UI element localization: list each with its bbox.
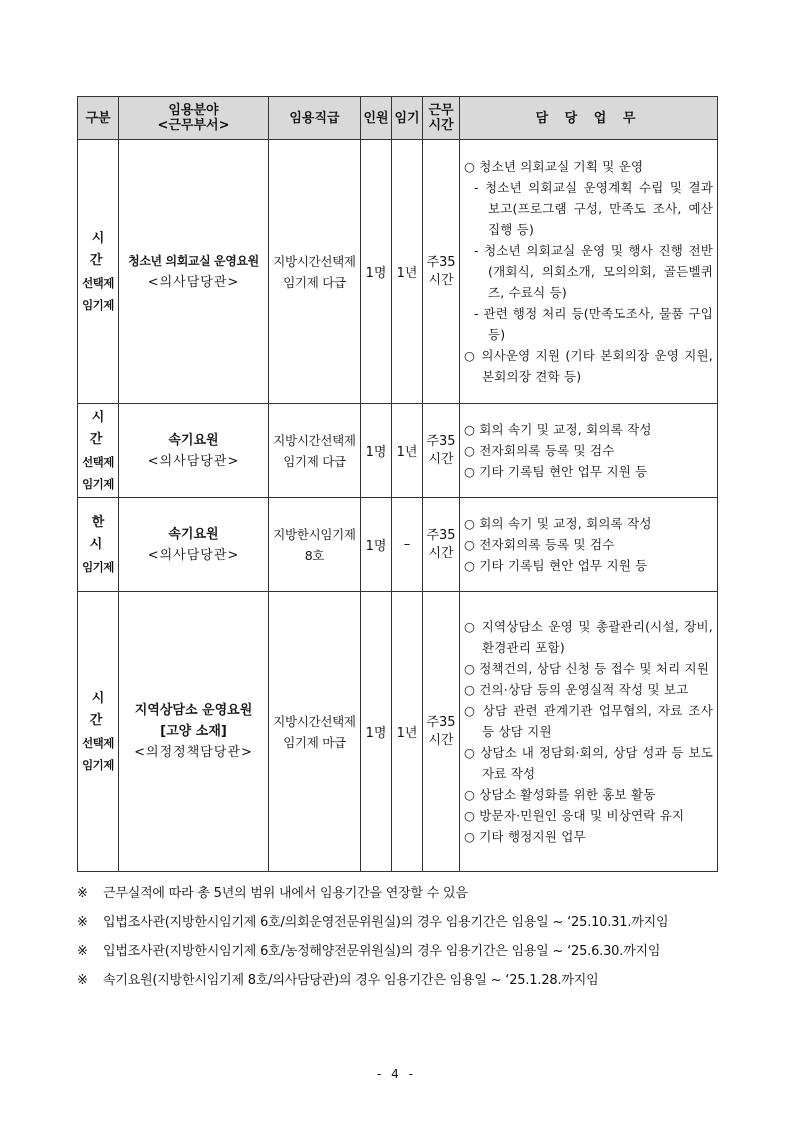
note-text: 입법조사관(지방한시임기제 6호/의회운영전문위원실)의 경우 임용기간은 임용일 ~ ‘25.10.31.까지임: [103, 915, 669, 930]
duty-item: ○ 회의 속기 및 교정, 회의록 작성: [464, 422, 652, 437]
grade-cell: [269, 404, 361, 498]
duty-item: ○ 회의 속기 및 교정, 회의록 작성: [464, 516, 652, 531]
term-cell: 1년: [392, 592, 423, 872]
grade-line1: 지방시간선택제: [273, 253, 356, 269]
duty-item: ○ 기타 기록팀 현안 업무 지원 등: [464, 464, 648, 479]
duty-item: ○ 상담소 활성화를 위한 홍보 활동: [464, 787, 656, 802]
duty-item: ○ 건의·상담 등의 운영실적 작성 및 보고: [464, 682, 689, 697]
category-line3: 임기제: [82, 476, 114, 491]
hours-line2: 시간: [428, 545, 454, 561]
grade-line2: 8호: [304, 547, 325, 563]
category-line1: 한 시: [89, 514, 109, 552]
duties-cell: [460, 140, 718, 404]
position-title: 속기요원: [168, 432, 219, 448]
grade-line2: 임기제 다급: [283, 453, 346, 469]
header-hours-line1: 근무: [428, 103, 454, 118]
term-cell: 1년: [392, 140, 423, 404]
table-row: [78, 498, 718, 592]
note-text: 근무실적에 따라 총 5년의 범위 내에서 임용기간을 연장할 수 있음: [103, 886, 468, 901]
duty-item: - 관련 행정 처리 등(만족도조사, 물품 구입 등): [474, 306, 713, 342]
header-grade: 임용직급: [269, 97, 361, 140]
category-cell: [78, 140, 119, 404]
position-location: [고양 소재]: [160, 724, 227, 739]
hours-line1: 주35: [426, 714, 456, 730]
grade-cell: [269, 498, 361, 592]
count-cell: 1명: [361, 404, 392, 498]
hours-cell: [423, 140, 460, 404]
grade-cell: [269, 592, 361, 872]
note-item: [77, 884, 737, 913]
duty-item: ○ 기타 기록팀 현안 업무 지원 등: [464, 558, 648, 573]
header-field: [119, 97, 269, 140]
count-cell: 1명: [361, 498, 392, 592]
duty-item: ○ 기타 행정지원 업무: [464, 829, 586, 844]
duty-item: ○ 의사운영 지원 (기타 본회의장 운영 지원, 본회의장 견학 등): [464, 348, 713, 384]
position-title: 지역상담소 운영요원: [134, 703, 253, 718]
grade-cell: [269, 140, 361, 404]
note-mark: ※: [77, 915, 88, 930]
hours-line1: 주35: [426, 254, 456, 270]
grade-line2: 임기제 다급: [283, 274, 346, 290]
grade-line1: 지방시간선택제: [273, 432, 356, 448]
category-line2: 선택제: [82, 275, 114, 290]
duties-cell: [460, 592, 718, 872]
field-cell: [119, 498, 269, 592]
duty-item: ○ 전자회의록 등록 및 검수: [464, 443, 615, 458]
category-line2: 선택제: [82, 454, 114, 469]
header-hours-line2: 시간: [428, 118, 454, 133]
category-line1: 시 간: [89, 230, 109, 268]
position-title: 청소년 의회교실 운영요원: [128, 253, 259, 268]
category-line3: 임기제: [82, 757, 114, 772]
hours-line2: 시간: [428, 451, 454, 467]
field-cell: [119, 592, 269, 872]
header-field-line1: 임용분야: [168, 103, 219, 118]
hours-line1: 주35: [426, 527, 456, 543]
duties-cell: [460, 404, 718, 498]
category-line2: 임기제: [82, 559, 114, 574]
table-row: [78, 404, 718, 498]
duty-item: ○ 전자회의록 등록 및 검수: [464, 537, 615, 552]
duty-item: ○ 정책건의, 상담 신청 등 접수 및 처리 지원: [464, 661, 710, 676]
header-duties: 담 당 업 무: [460, 97, 718, 140]
table-row: [78, 592, 718, 872]
term-cell: –: [392, 498, 423, 592]
duty-item: ○ 상담 관련 관계기관 업무협의, 자료 조사 등 상담 지원: [464, 703, 713, 739]
page-number: - 4 -: [377, 1067, 416, 1081]
note-mark: ※: [77, 973, 88, 988]
header-field-line2: <근무부서>: [157, 118, 230, 133]
header-term: 임기: [392, 97, 423, 140]
department: <의사담당관>: [147, 453, 240, 469]
count-cell: 1명: [361, 140, 392, 404]
note-text: 속기요원(지방한시임기제 8호/의사담당관)의 경우 임용기간은 임용일 ~ ‘25.1.28.까지임: [103, 973, 599, 988]
duty-item: - 청소년 의회교실 운영계획 수립 및 결과 보고(프로그램 구성, 만족도 조사, 예산집행 등): [474, 180, 713, 237]
category-cell: [78, 498, 119, 592]
duty-item: ○ 상담소 내 정담회·회의, 상담 성과 등 보도자료 작성: [464, 745, 713, 781]
category-line1: 시 간: [89, 409, 109, 447]
header-row: [78, 97, 718, 140]
duty-item: ○ 방문자·민원인 응대 및 비상연락 유지: [464, 808, 685, 823]
recruitment-table: [77, 96, 718, 872]
position-title: 속기요원: [168, 526, 219, 542]
note-item: [77, 971, 737, 1000]
hours-line2: 시간: [428, 272, 454, 288]
category-line2: 선택제: [82, 735, 114, 750]
note-item: [77, 942, 737, 971]
category-line1: 시 간: [89, 690, 109, 728]
hours-line1: 주35: [426, 433, 456, 449]
category-line3: 임기제: [82, 297, 114, 312]
header-count: 인원: [361, 97, 392, 140]
grade-line2: 임기제 마급: [283, 734, 346, 750]
note-mark: ※: [77, 944, 88, 959]
term-cell: 1년: [392, 404, 423, 498]
department: <의사담당관>: [147, 547, 240, 563]
hours-cell: [423, 498, 460, 592]
header-hours: [423, 97, 460, 140]
note-text: 입법조사관(지방한시임기제 6호/농정해양전문위원실)의 경우 임용기간은 임용일 ~ ‘25.6.30.까지임: [103, 944, 661, 959]
notes-section: [77, 884, 737, 1000]
hours-cell: [423, 404, 460, 498]
table-row: [78, 140, 718, 404]
note-mark: ※: [77, 886, 88, 901]
hours-line2: 시간: [428, 732, 454, 748]
duty-item: ○ 청소년 의회교실 기획 및 운영: [464, 159, 644, 174]
department: <의정정책담당관>: [134, 745, 253, 760]
hours-cell: [423, 592, 460, 872]
duties-cell: [460, 498, 718, 592]
header-category: 구분: [78, 97, 119, 140]
grade-line1: 지방한시임기제: [273, 526, 356, 542]
note-item: [77, 913, 737, 942]
duty-item: ○ 지역상담소 운영 및 총괄관리(시설, 장비, 환경관리 포함): [464, 619, 713, 655]
category-cell: [78, 592, 119, 872]
grade-line1: 지방시간선택제: [273, 713, 356, 729]
count-cell: 1명: [361, 592, 392, 872]
field-cell: [119, 140, 269, 404]
duty-item: - 청소년 의회교실 운영 및 행사 진행 전반 (개회식, 의회소개, 모의의회, 골든벨퀴즈, 수료식 등): [474, 243, 713, 300]
department: <의사담당관>: [147, 274, 240, 290]
category-cell: [78, 404, 119, 498]
field-cell: [119, 404, 269, 498]
